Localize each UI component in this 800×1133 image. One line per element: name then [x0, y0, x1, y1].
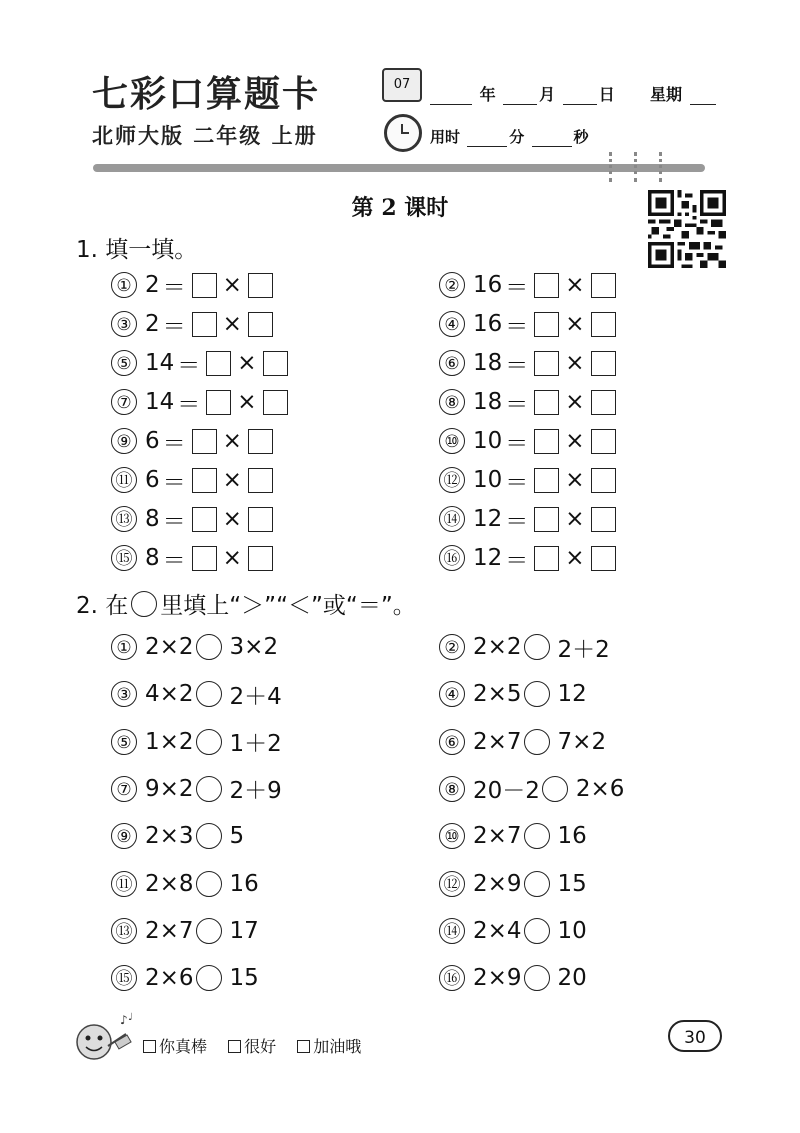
left-expression: 2×2	[145, 634, 194, 660]
compare-item	[111, 679, 282, 709]
item-value: 16	[473, 311, 503, 337]
fill-in-item	[111, 270, 276, 300]
equals-sign: ＝	[505, 313, 529, 340]
item-number: ⑬	[111, 918, 137, 944]
left-expression: 2×7	[145, 917, 194, 944]
right-expression: 2×6	[575, 775, 625, 802]
item-value: 14	[145, 389, 175, 415]
answer-box[interactable]	[248, 273, 273, 298]
equals-sign: ＝	[162, 508, 186, 535]
equals-sign: ＝	[162, 274, 186, 301]
section2-title: 2. 在 里填上“＞”“＜”或“＝”。	[76, 593, 416, 619]
item-value: 6	[145, 428, 160, 454]
compare-item	[111, 632, 278, 662]
compare-circle[interactable]	[524, 681, 550, 707]
item-number: ⑦	[111, 389, 137, 415]
equals-sign: ＝	[505, 508, 529, 535]
equals-sign: ＝	[177, 391, 201, 418]
minute-label: 分	[509, 128, 525, 146]
check-label: 加油哦	[313, 1037, 362, 1056]
time-fill-line	[430, 126, 589, 147]
second-blank[interactable]	[532, 132, 572, 147]
answer-box[interactable]	[192, 312, 217, 337]
right-expression: 15	[229, 965, 259, 992]
answer-box[interactable]	[534, 312, 559, 337]
answer-box[interactable]	[248, 507, 273, 532]
item-number: ⑯	[439, 965, 465, 991]
weekday-blank[interactable]	[690, 90, 716, 105]
compare-item	[439, 963, 587, 993]
item-number: ⑫	[439, 871, 465, 897]
left-expression: 2×3	[145, 823, 194, 850]
times-sign: ×	[222, 545, 242, 571]
compare-item	[439, 821, 587, 851]
item-value: 14	[145, 350, 175, 376]
edition-label: 北师大版 二年级 上册	[92, 124, 318, 148]
right-expression: 7×2	[557, 728, 607, 755]
item-number: ⑨	[111, 428, 137, 454]
compare-circle[interactable]	[196, 729, 222, 755]
answer-box[interactable]	[591, 390, 616, 415]
compare-item	[439, 774, 624, 804]
answer-box[interactable]	[534, 273, 559, 298]
check-label: 很好	[244, 1037, 277, 1056]
fill-in-item	[111, 387, 291, 417]
compare-item	[111, 821, 244, 851]
answer-box[interactable]	[534, 507, 559, 532]
item-value: 2	[145, 311, 160, 337]
equals-sign: ＝	[505, 274, 529, 301]
answer-box[interactable]	[192, 507, 217, 532]
right-expression: 5	[229, 823, 245, 850]
weekday-label: 星期	[649, 85, 682, 104]
compare-circle[interactable]	[524, 634, 550, 660]
fill-in-item	[111, 465, 276, 495]
item-number: ⑦	[111, 776, 137, 802]
answer-box[interactable]	[248, 429, 273, 454]
item-value: 10	[473, 467, 503, 493]
left-expression: 2×2	[473, 634, 522, 660]
fill-in-item	[439, 387, 619, 417]
month-label: 月	[539, 85, 556, 104]
answer-box[interactable]	[591, 507, 616, 532]
divider-tick	[609, 152, 615, 182]
circle-symbol	[131, 591, 157, 617]
item-number: ⑤	[111, 350, 137, 376]
compare-circle[interactable]	[196, 634, 222, 660]
item-value: 8	[145, 506, 160, 532]
left-expression: 2×5	[473, 681, 522, 708]
left-expression: 2×9	[473, 965, 522, 992]
compare-circle[interactable]	[524, 729, 550, 755]
item-number: ②	[439, 634, 465, 660]
item-number: ③	[111, 681, 137, 707]
item-value: 18	[473, 350, 503, 376]
equals-sign: ＝	[162, 469, 186, 496]
fill-in-item	[439, 504, 619, 534]
item-number: ⑭	[439, 506, 465, 532]
compare-circle[interactable]	[196, 918, 222, 944]
times-sign: ×	[222, 428, 242, 454]
answer-box[interactable]	[534, 468, 559, 493]
left-expression: 2×7	[473, 823, 522, 850]
answer-box[interactable]	[591, 351, 616, 376]
item-value: 8	[145, 545, 160, 571]
left-expression: 2×6	[145, 965, 194, 992]
left-expression: 2×4	[473, 917, 522, 944]
times-sign: ×	[565, 428, 585, 454]
times-sign: ×	[565, 311, 585, 337]
answer-box[interactable]	[263, 390, 288, 415]
equals-sign: ＝	[505, 352, 529, 379]
clock-icon	[384, 114, 422, 152]
compare-circle[interactable]	[196, 965, 222, 991]
compare-item	[111, 916, 259, 946]
item-value: 16	[473, 272, 503, 298]
equals-sign: ＝	[162, 430, 186, 457]
item-value: 12	[473, 506, 503, 532]
answer-box[interactable]	[263, 351, 288, 376]
time-used-label: 用时	[430, 128, 461, 146]
times-sign: ×	[565, 389, 585, 415]
answer-box[interactable]	[206, 351, 231, 376]
item-number: ⑥	[439, 729, 465, 755]
cartoon-character-icon	[70, 1012, 136, 1066]
svg-text:♩: ♩	[128, 1012, 133, 1023]
answer-box[interactable]	[534, 429, 559, 454]
item-number: ①	[111, 272, 137, 298]
item-number: ⑭	[439, 918, 465, 944]
right-expression: 10	[557, 917, 587, 944]
divider-tick	[659, 152, 665, 182]
times-sign: ×	[565, 545, 585, 571]
item-value: 10	[473, 428, 503, 454]
times-sign: ×	[222, 467, 242, 493]
svg-text:♪: ♪	[120, 1013, 128, 1027]
compare-circle[interactable]	[196, 681, 222, 707]
item-value: 18	[473, 389, 503, 415]
item-number: ⑬	[111, 506, 137, 532]
right-expression: 2＋9	[229, 778, 282, 805]
compare-circle[interactable]	[542, 776, 568, 802]
compare-item	[439, 916, 587, 946]
check-box[interactable]	[297, 1040, 310, 1053]
item-value: 6	[145, 467, 160, 493]
times-sign: ×	[237, 389, 257, 415]
compare-item	[439, 632, 610, 662]
day-blank[interactable]	[563, 90, 597, 105]
left-expression: 2×8	[145, 870, 194, 897]
item-number: ④	[439, 681, 465, 707]
item-number: ⑧	[439, 776, 465, 802]
item-value: 2	[145, 272, 160, 298]
times-sign: ×	[222, 272, 242, 298]
compare-circle[interactable]	[524, 918, 550, 944]
fill-in-item	[439, 270, 619, 300]
second-label: 秒	[573, 128, 589, 146]
fill-in-item	[439, 309, 619, 339]
answer-box[interactable]	[192, 273, 217, 298]
answer-box[interactable]	[534, 351, 559, 376]
answer-box[interactable]	[248, 468, 273, 493]
compare-circle[interactable]	[524, 871, 550, 897]
item-number: ⑩	[439, 428, 465, 454]
times-sign: ×	[222, 506, 242, 532]
equals-sign: ＝	[177, 352, 201, 379]
answer-box[interactable]	[591, 273, 616, 298]
right-expression: 20	[557, 965, 587, 992]
month-blank[interactable]	[503, 90, 537, 105]
year-label: 年	[479, 85, 496, 104]
item-number: ④	[439, 311, 465, 337]
item-number: ③	[111, 311, 137, 337]
answer-box[interactable]	[192, 429, 217, 454]
compare-circle[interactable]	[196, 823, 222, 849]
compare-circle[interactable]	[524, 965, 550, 991]
left-expression: 2×7	[473, 728, 522, 755]
fill-in-item	[111, 426, 276, 456]
equals-sign: ＝	[505, 391, 529, 418]
answer-box[interactable]	[591, 312, 616, 337]
equals-sign: ＝	[505, 547, 529, 574]
item-number: ⑧	[439, 389, 465, 415]
compare-circle[interactable]	[196, 871, 222, 897]
left-expression: 9×2	[145, 775, 194, 802]
answer-box[interactable]	[192, 468, 217, 493]
fill-in-item	[111, 348, 291, 378]
minute-blank[interactable]	[467, 132, 507, 147]
compare-item	[111, 727, 282, 757]
right-expression: 1＋2	[229, 731, 282, 758]
fill-in-item	[439, 543, 619, 573]
item-number: ⑪	[111, 467, 137, 493]
self-evaluation	[143, 1034, 361, 1057]
right-expression: 12	[557, 681, 587, 708]
answer-box[interactable]	[591, 429, 616, 454]
day-label: 日	[598, 85, 615, 104]
compare-item	[439, 679, 587, 709]
check-label: 你真棒	[159, 1037, 208, 1056]
item-number: ⑥	[439, 350, 465, 376]
item-number: ⑯	[439, 545, 465, 571]
item-number: ⑪	[111, 871, 137, 897]
year-blank[interactable]	[430, 90, 472, 105]
item-value: 12	[473, 545, 503, 571]
fill-in-item	[111, 309, 276, 339]
item-number: ⑩	[439, 823, 465, 849]
equals-sign: ＝	[505, 469, 529, 496]
left-expression: 4×2	[145, 681, 194, 708]
fill-in-item	[439, 426, 619, 456]
answer-box[interactable]	[248, 546, 273, 571]
answer-box[interactable]	[248, 312, 273, 337]
item-number: ⑫	[439, 467, 465, 493]
compare-circle[interactable]	[524, 823, 550, 849]
left-expression: 1×2	[145, 728, 194, 755]
lesson-title: 第 2 课时	[351, 195, 449, 221]
compare-item	[439, 869, 587, 899]
brand-title: 七彩口算题卡	[92, 73, 321, 115]
section1-title: 1. 填一填。	[76, 237, 198, 263]
right-expression: 16	[557, 823, 587, 850]
item-number: ②	[439, 272, 465, 298]
left-expression: 2×9	[473, 870, 522, 897]
right-expression: 2＋4	[229, 683, 282, 710]
compare-item	[439, 727, 606, 757]
fill-in-item	[439, 348, 619, 378]
times-sign: ×	[565, 467, 585, 493]
item-number: ⑮	[111, 545, 137, 571]
times-sign: ×	[565, 350, 585, 376]
times-sign: ×	[565, 506, 585, 532]
times-sign: ×	[565, 272, 585, 298]
check-box[interactable]	[143, 1040, 156, 1053]
item-number: ⑨	[111, 823, 137, 849]
item-number: ⑤	[111, 729, 137, 755]
compare-item	[111, 869, 259, 899]
calendar-icon: 07	[382, 68, 422, 102]
check-box[interactable]	[228, 1040, 241, 1053]
equals-sign: ＝	[162, 313, 186, 340]
answer-box[interactable]	[591, 546, 616, 571]
answer-box[interactable]	[206, 390, 231, 415]
answer-box[interactable]	[591, 468, 616, 493]
equals-sign: ＝	[505, 430, 529, 457]
right-expression: 3×2	[229, 634, 279, 660]
item-number: ⑮	[111, 965, 137, 991]
compare-circle[interactable]	[196, 776, 222, 802]
right-expression: 15	[557, 870, 587, 897]
equals-sign: ＝	[162, 547, 186, 574]
item-number: ①	[111, 634, 137, 660]
qr-code-icon	[648, 190, 726, 268]
compare-item	[111, 774, 282, 804]
times-sign: ×	[237, 350, 257, 376]
fill-in-item	[439, 465, 619, 495]
right-expression: 17	[229, 917, 259, 944]
page-number: 30	[668, 1020, 722, 1052]
compare-item	[111, 963, 259, 993]
right-expression: 2＋2	[557, 636, 610, 663]
answer-box[interactable]	[534, 546, 559, 571]
times-sign: ×	[222, 311, 242, 337]
fill-in-item	[111, 543, 276, 573]
right-expression: 16	[229, 870, 259, 897]
answer-box[interactable]	[534, 390, 559, 415]
fill-in-item	[111, 504, 276, 534]
answer-box[interactable]	[192, 546, 217, 571]
date-fill-line	[428, 82, 718, 105]
divider-tick	[634, 152, 640, 182]
left-expression: 20－2	[473, 778, 540, 805]
